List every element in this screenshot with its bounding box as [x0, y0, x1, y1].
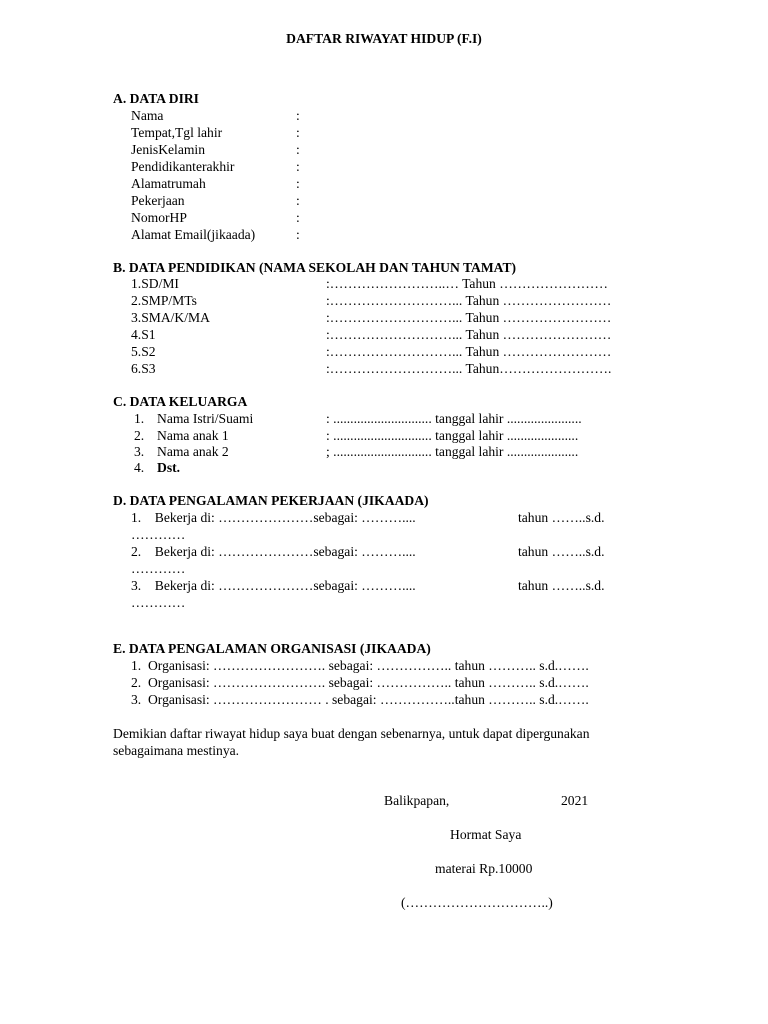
work-period: tahun ……..s.d.: [518, 510, 605, 525]
signature-name-placeholder: (…………………………..): [401, 895, 553, 910]
section-d-heading: D. DATA PENGALAMAN PEKERJAAN (JIKAADA): [113, 493, 429, 508]
education-level: 4.S1: [131, 327, 156, 342]
field-label: Tempat,Tgl lahir: [131, 125, 223, 140]
education-entry: :………………………... Tahun ……………………: [326, 327, 612, 342]
stamp-duty-note: materai Rp.10000: [435, 861, 533, 876]
section-b-heading: B. DATA PENDIDIKAN (NAMA SEKOLAH DAN TAHUN TAMAT): [113, 260, 517, 275]
family-member-label: Dst.: [157, 460, 181, 475]
field-separator: :: [296, 193, 300, 208]
education-entry: :……………………..… Tahun ……………………: [326, 276, 608, 291]
field-separator: :: [296, 125, 300, 140]
section-a-heading: A. DATA DIRI: [113, 91, 199, 106]
field-label: JenisKelamin: [131, 142, 205, 157]
field-label: Pendidikanterakhir: [131, 159, 235, 174]
signature-year: 2021: [561, 793, 589, 808]
list-number: 1.: [134, 411, 145, 426]
organization-entry: 1. Organisasi: ……………………. sebagai: …………….. tahun ……….. s.d.…….: [131, 658, 589, 673]
document-title: DAFTAR RIWAYAT HIDUP (F.I): [286, 31, 482, 46]
organization-entry: 3. Organisasi: …………………… . sebagai: ……………..tahun ……….. s.d.…….: [131, 692, 589, 707]
field-label: NomorHP: [131, 210, 187, 225]
field-separator: :: [296, 227, 300, 242]
field-separator: :: [296, 210, 300, 225]
field-separator: :: [296, 108, 300, 123]
work-period-continuation: …………: [131, 595, 186, 610]
education-entry: :………………………... Tahun ……………………: [326, 293, 612, 308]
list-number: 2.: [134, 428, 145, 443]
field-label: Alamat Email(jikaada): [131, 227, 256, 242]
field-label: Pekerjaan: [131, 193, 185, 208]
field-label: Alamatrumah: [131, 176, 206, 191]
field-separator: :: [296, 159, 300, 174]
education-level: 3.SMA/K/MA: [131, 310, 210, 325]
education-entry: :………………………... Tahun ……………………: [326, 344, 612, 359]
section-c-heading: C. DATA KELUARGA: [113, 394, 248, 409]
work-entry: 2. Bekerja di: …………………sebagai: ………....: [131, 544, 416, 559]
field-label: Nama: [131, 108, 164, 123]
field-separator: :: [296, 176, 300, 191]
family-member-entry: : ............................. tanggal lahir .....................: [326, 428, 579, 443]
closing-statement-line-1: Demikian daftar riwayat hidup saya buat dengan sebenarnya, untuk dapat dipergunakan: [113, 726, 590, 741]
education-level: 6.S3: [131, 361, 156, 376]
list-number: 4.: [134, 460, 145, 475]
family-member-label: Nama Istri/Suami: [157, 411, 254, 426]
education-level: 5.S2: [131, 344, 156, 359]
education-level: 2.SMP/MTs: [131, 293, 197, 308]
education-entry: :………………………... Tahun…………………….: [326, 361, 612, 376]
family-member-label: Nama anak 2: [157, 444, 229, 459]
field-separator: :: [296, 142, 300, 157]
work-period-continuation: …………: [131, 561, 186, 576]
list-number: 3.: [134, 444, 145, 459]
work-entry: 1. Bekerja di: …………………sebagai: ………....: [131, 510, 416, 525]
work-period: tahun ……..s.d.: [518, 544, 605, 559]
work-period-continuation: …………: [131, 527, 186, 542]
education-entry: :………………………... Tahun ……………………: [326, 310, 612, 325]
family-member-entry: : ............................. tanggal lahir ......................: [326, 411, 582, 426]
education-level: 1.SD/MI: [131, 276, 179, 291]
signature-place: Balikpapan,: [384, 793, 450, 808]
family-member-entry: ; ............................. tanggal lahir .....................: [326, 444, 579, 459]
family-member-label: Nama anak 1: [157, 428, 229, 443]
organization-entry: 2. Organisasi: ……………………. sebagai: …………….. tahun ……….. s.d.…….: [131, 675, 589, 690]
work-period: tahun ……..s.d.: [518, 578, 605, 593]
closing-statement-line-2: sebagaimana mestinya.: [113, 743, 240, 758]
signature-regards: Hormat Saya: [450, 827, 522, 842]
work-entry: 3. Bekerja di: …………………sebagai: ………....: [131, 578, 416, 593]
section-e-heading: E. DATA PENGALAMAN ORGANISASI (JIKAADA): [113, 641, 431, 656]
